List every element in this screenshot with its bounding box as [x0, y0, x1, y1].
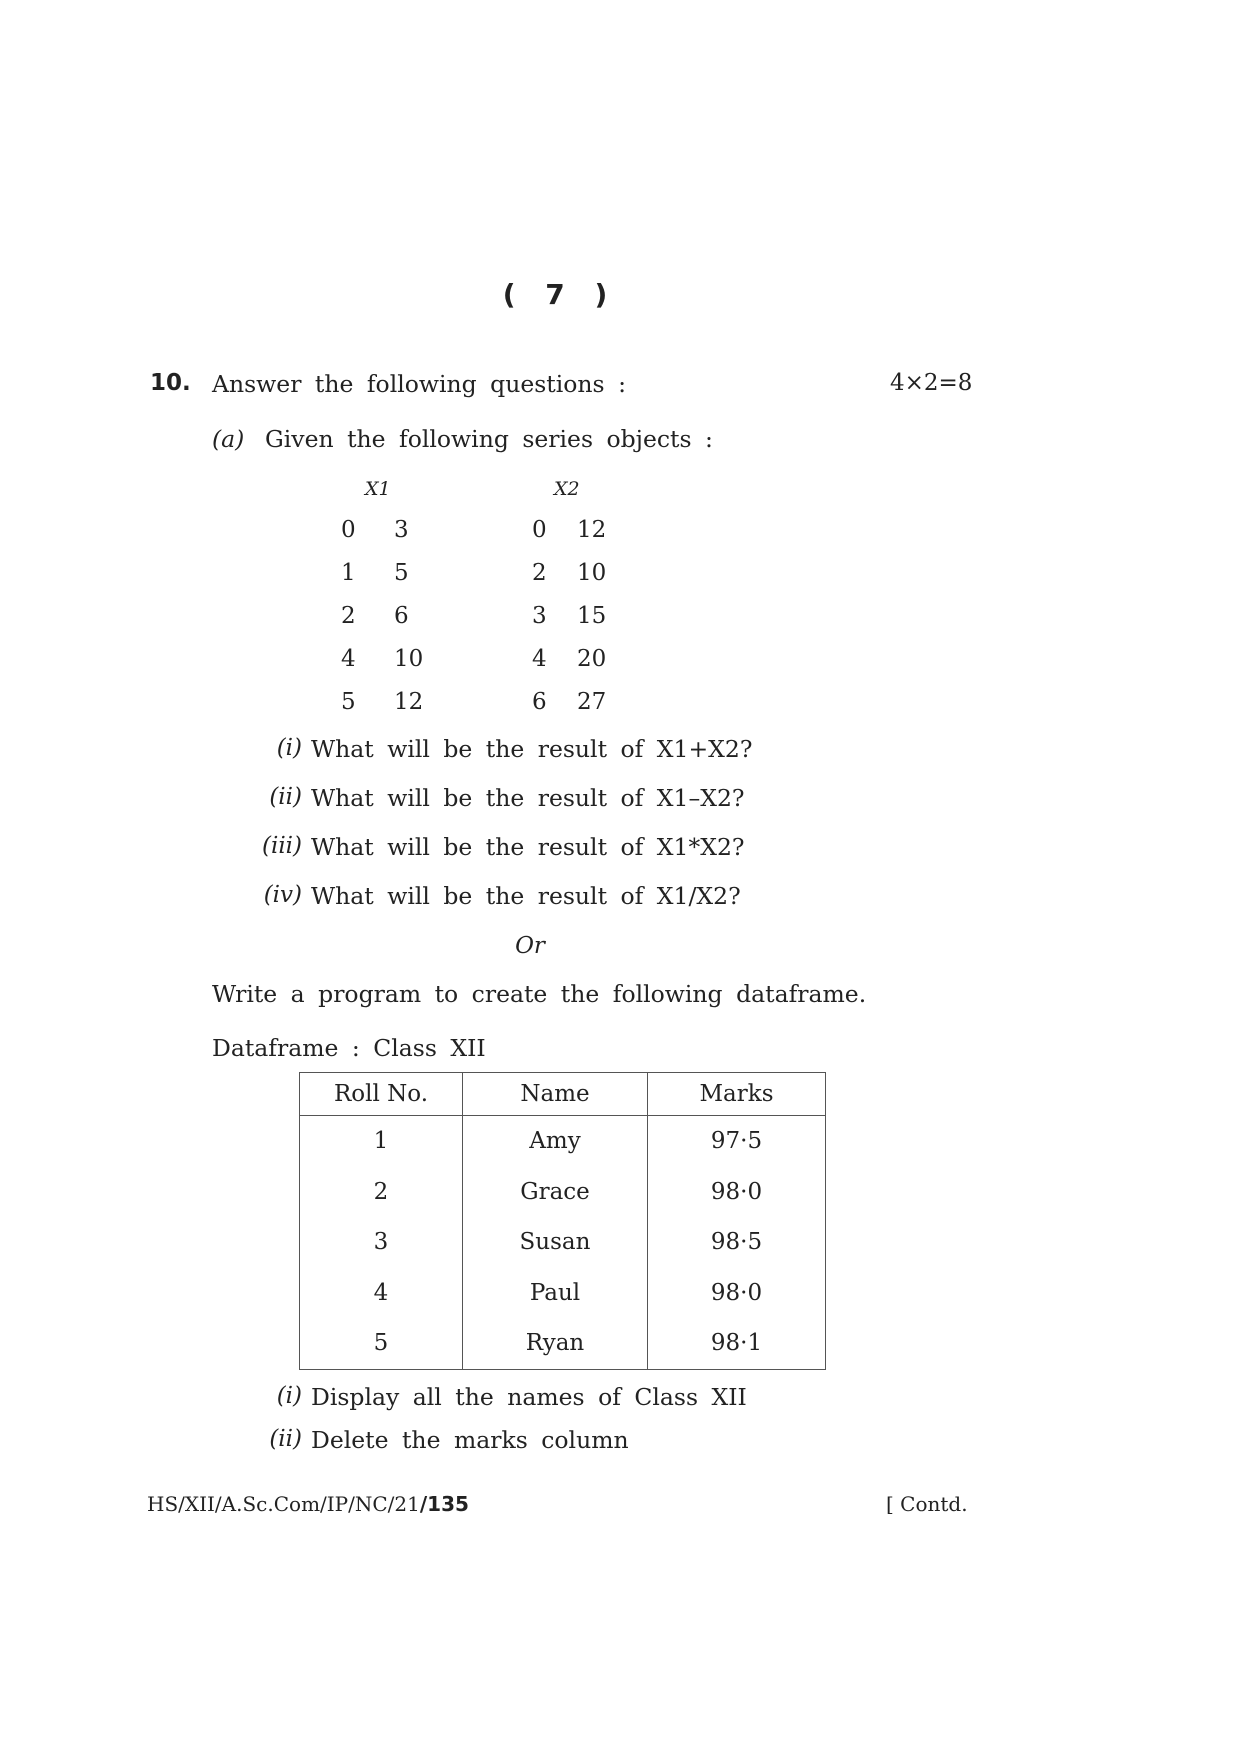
series-x2-index: 0: [532, 517, 547, 543]
subquestion-label: (ii): [269, 1426, 302, 1452]
series-x1-index: 1: [341, 560, 356, 586]
page-number: ( 7 ): [502, 278, 618, 311]
question-number: 10.: [150, 370, 191, 396]
series-x2-index: 2: [532, 560, 547, 586]
footer-code-bold: /135: [419, 1492, 469, 1516]
subquestion-label: (iii): [261, 833, 302, 859]
table-header: Name: [463, 1073, 648, 1116]
series-x2-value: 12: [577, 517, 607, 543]
series-x1-index: 2: [341, 603, 356, 629]
footer-code: [147, 1492, 469, 1516]
subquestion-text: Display all the names of Class XII: [311, 1383, 747, 1411]
table-cell-marks: 98·0: [648, 1167, 826, 1218]
series-x2-value: 20: [577, 646, 607, 672]
subquestion-text: Delete the marks column: [311, 1426, 629, 1454]
subquestion-text: What will be the result of X1–X2?: [311, 784, 745, 812]
subquestion-label: (ii): [269, 784, 302, 810]
series-x2-index: 4: [532, 646, 547, 672]
table-cell-name: Grace: [463, 1167, 648, 1218]
series-x1-index: 5: [341, 689, 356, 715]
table-cell-marks: 98·5: [648, 1217, 826, 1268]
table-cell-roll: 4: [300, 1268, 463, 1319]
alt-instruction: Write a program to create the following dataframe.: [212, 980, 867, 1008]
question-marks: 4×2=8: [890, 370, 973, 396]
dataframe-label: Dataframe : Class XII: [212, 1034, 486, 1062]
series-x2-name: X2: [554, 478, 580, 500]
series-x2-index: 6: [532, 689, 547, 715]
table-row: [300, 1116, 826, 1167]
subquestion-text: What will be the result of X1*X2?: [311, 833, 745, 861]
table-cell-roll: 5: [300, 1318, 463, 1369]
table-row: [300, 1167, 826, 1218]
question-text: Answer the following questions :: [212, 370, 626, 398]
table-cell-roll: 2: [300, 1167, 463, 1218]
footer-contd: [ Contd.: [886, 1492, 968, 1516]
part-a-label: (a): [212, 425, 245, 453]
table-header-row: [300, 1073, 826, 1116]
series-x1-value: 12: [394, 689, 424, 715]
table-cell-name: Paul: [463, 1268, 648, 1319]
table-cell-roll: 1: [300, 1116, 463, 1167]
subquestion-text: What will be the result of X1+X2?: [311, 735, 753, 763]
series-x2-value: 27: [577, 689, 607, 715]
table-cell-marks: 98·0: [648, 1268, 826, 1319]
table-row: [300, 1268, 826, 1319]
footer-code-text: HS/XII/A.Sc.Com/IP/NC/21: [147, 1492, 420, 1516]
table-row: [300, 1217, 826, 1268]
series-x2-value: 10: [577, 560, 607, 586]
table-cell-name: Ryan: [463, 1318, 648, 1369]
subquestion-label: (i): [276, 735, 302, 761]
series-x2-value: 15: [577, 603, 607, 629]
subquestion-text: What will be the result of X1/X2?: [311, 882, 741, 910]
table-cell-marks: 97·5: [648, 1116, 826, 1167]
table-cell-marks: 98·1: [648, 1318, 826, 1369]
dataframe-table: [299, 1072, 826, 1370]
series-x1-index: 4: [341, 646, 356, 672]
table-row: [300, 1318, 826, 1369]
series-x1-value: 5: [394, 560, 409, 586]
subquestion-label: (i): [276, 1383, 302, 1409]
series-x2-index: 3: [532, 603, 547, 629]
series-x1-value: 10: [394, 646, 424, 672]
series-x1-index: 0: [341, 517, 356, 543]
series-x1-value: 6: [394, 603, 409, 629]
table-header: Roll No.: [300, 1073, 463, 1116]
table-header: Marks: [648, 1073, 826, 1116]
subquestion-label: (iv): [263, 882, 302, 908]
series-x1-name: X1: [365, 478, 391, 500]
table-cell-name: Susan: [463, 1217, 648, 1268]
part-a-text: Given the following series objects :: [265, 425, 713, 453]
table-cell-name: Amy: [463, 1116, 648, 1167]
table-cell-roll: 3: [300, 1217, 463, 1268]
or-separator: Or: [515, 933, 545, 959]
series-x1-value: 3: [394, 517, 409, 543]
